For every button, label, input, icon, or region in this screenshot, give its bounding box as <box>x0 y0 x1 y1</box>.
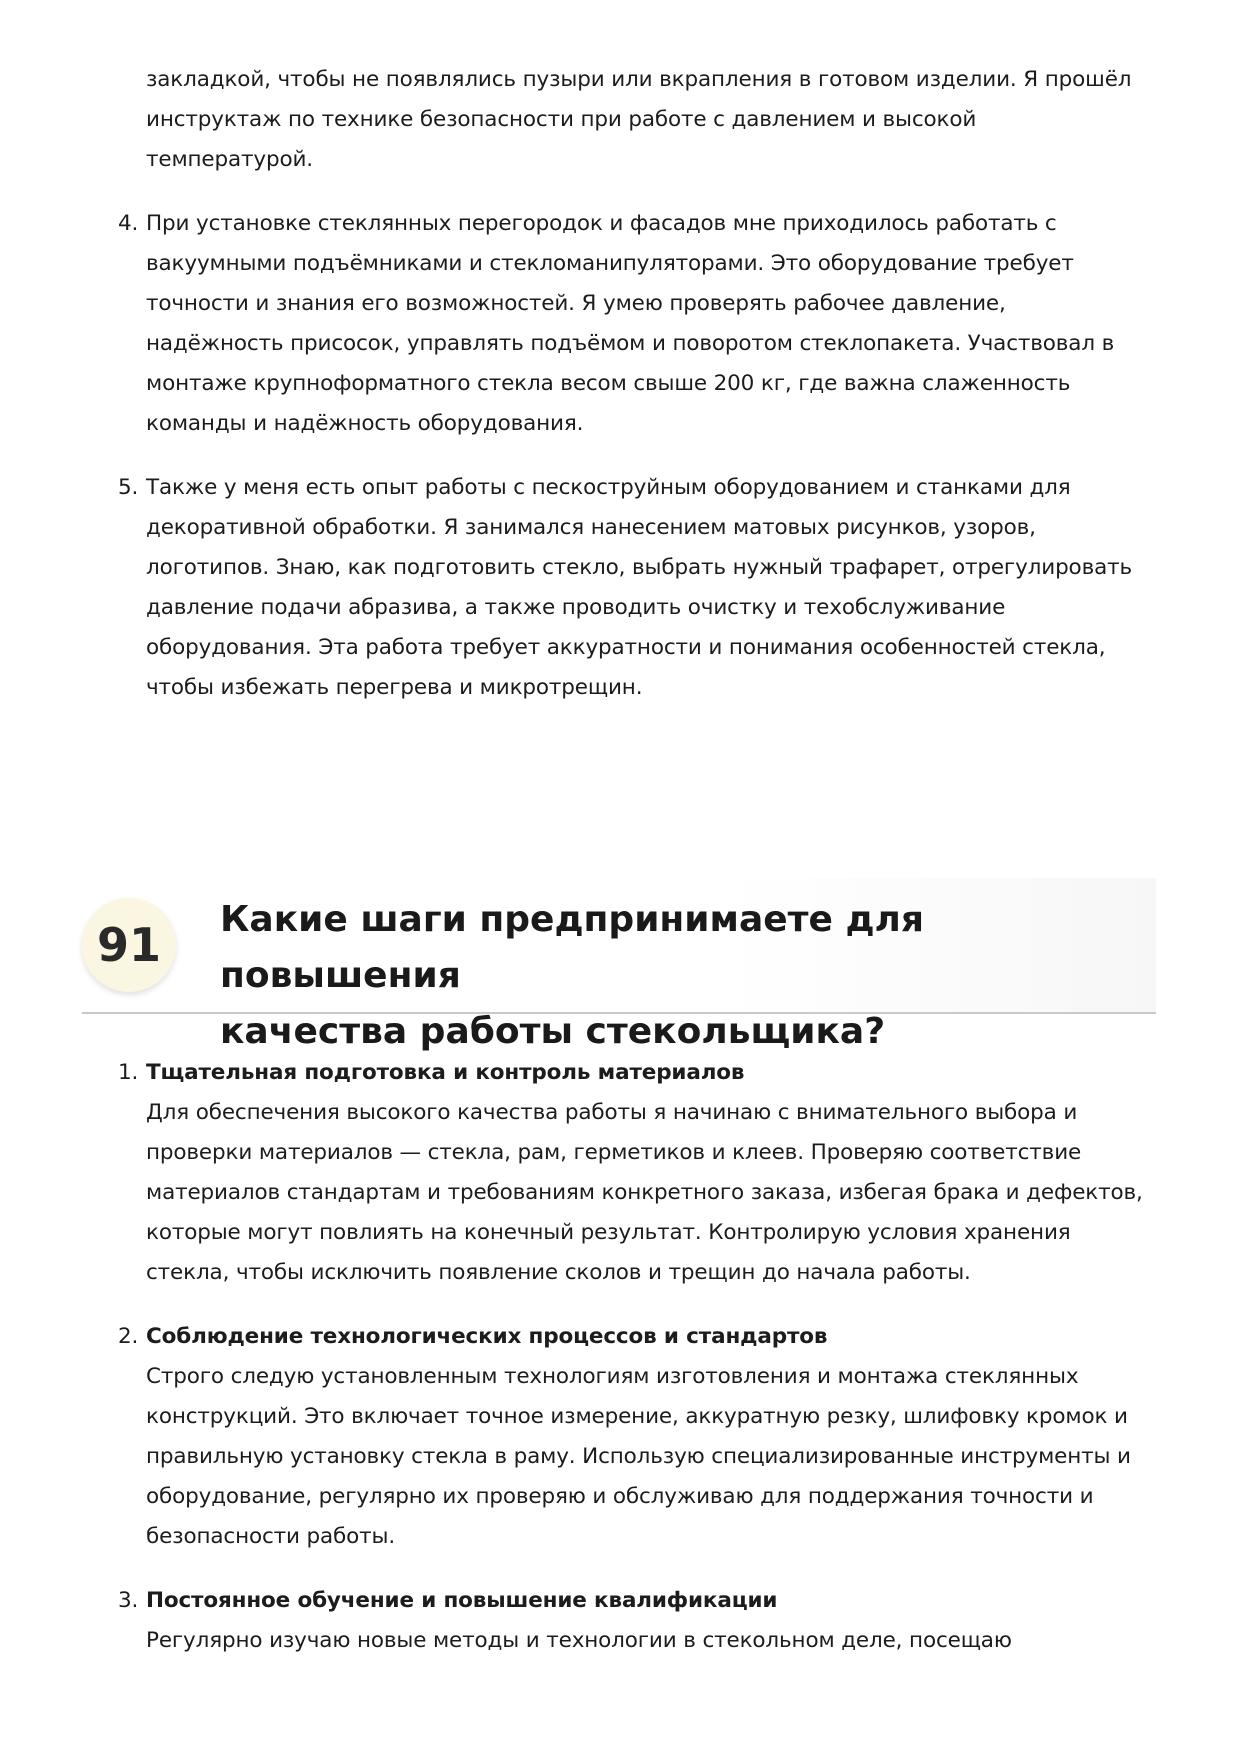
text-line: материалов стандартам и требованиям конкретного заказа, избегая брака и дефектов, <box>146 1180 1143 1205</box>
text-line: инструктаж по технике безопасности при работе с давлением и высокой <box>146 107 977 132</box>
text-line: температурой. <box>146 147 313 172</box>
answer-list <box>0 1053 1239 1685</box>
text-line: Также у меня есть опыт работы с пескоструйным оборудованием и станками для <box>146 475 1071 500</box>
text-line: чтобы избежать перегрева и микротрещин. <box>146 675 643 700</box>
text-line: монтаже крупноформатного стекла весом свыше 200 кг, где важна слаженность <box>146 371 1071 396</box>
question-title-line: качества работы стекольщика? <box>220 1011 886 1052</box>
list-item <box>0 1581 1239 1661</box>
text-line: команды и надёжность оборудования. <box>146 411 584 436</box>
text-line: При установке стеклянных перегородок и фасадов мне приходилось работать с <box>146 211 1057 236</box>
item-heading: Тщательная подготовка и контроль материалов <box>146 1060 745 1085</box>
text-line: точности и знания его возможностей. Я умею проверять рабочее давление, <box>146 291 1006 316</box>
list-item-continuation <box>0 60 1239 180</box>
text-line: безопасности работы. <box>146 1524 396 1549</box>
text-line: конструкций. Это включает точное измерение, аккуратную резку, шлифовку кромок и <box>146 1404 1128 1429</box>
text-line: декоративной обработки. Я занимался нанесением матовых рисунков, узоров, <box>146 515 1036 540</box>
list-number: 4. <box>118 211 139 236</box>
item-heading: Соблюдение технологических процессов и стандартов <box>146 1324 828 1349</box>
text-line: оборудования. Эта работа требует аккуратности и понимания особенностей стекла, <box>146 635 1106 660</box>
text-line: Для обеспечения высокого качества работы я начинаю с внимательного выбора и <box>146 1100 1078 1125</box>
list-number: 5. <box>118 475 139 500</box>
list-item <box>0 1317 1239 1557</box>
question-header <box>82 878 1156 1052</box>
text-line: оборудование, регулярно их проверяю и обслуживаю для поддержания точности и <box>146 1484 1094 1509</box>
text-line: надёжность присосок, управлять подъёмом и поворотом стеклопакета. Участвовал в <box>146 331 1115 356</box>
question-number-badge: 91 <box>82 898 176 992</box>
text-line: проверки материалов — стекла, рам, герметиков и клеев. Проверяю соответствие <box>146 1140 1082 1165</box>
list-number: 3. <box>118 1588 139 1613</box>
text-line: которые могут повлиять на конечный результат. Контролирую условия хранения <box>146 1220 1071 1245</box>
list-item <box>0 468 1239 708</box>
text-line: правильную установку стекла в раму. Использую специализированные инструменты и <box>146 1444 1131 1469</box>
text-line: закладкой, чтобы не появлялись пузыри или вкрапления в готовом изделии. Я прошёл <box>146 67 1132 92</box>
text-line: вакуумными подъёмниками и стекломанипуляторами. Это оборудование требует <box>146 251 1074 276</box>
previous-answer-list <box>0 60 1239 708</box>
text-line: Строго следую установленным технологиям изготовления и монтажа стеклянных <box>146 1364 1079 1389</box>
text-line: Регулярно изучаю новые методы и технологии в стекольном деле, посещаю <box>146 1628 1012 1653</box>
list-number: 2. <box>118 1324 139 1349</box>
item-heading: Постоянное обучение и повышение квалификации <box>146 1588 778 1613</box>
text-line: логотипов. Знаю, как подготовить стекло, выбрать нужный трафарет, отрегулировать <box>146 555 1133 580</box>
text-line: давление подачи абразива, а также проводить очистку и техобслуживание <box>146 595 1006 620</box>
question-title-line: Какие шаги предпринимаете для повышения <box>220 899 925 996</box>
list-item <box>0 1053 1239 1293</box>
list-number: 1. <box>118 1060 139 1085</box>
question-title <box>220 892 1120 1060</box>
text-line: стекла, чтобы исключить появление сколов и трещин до начала работы. <box>146 1260 971 1285</box>
list-item <box>0 204 1239 444</box>
